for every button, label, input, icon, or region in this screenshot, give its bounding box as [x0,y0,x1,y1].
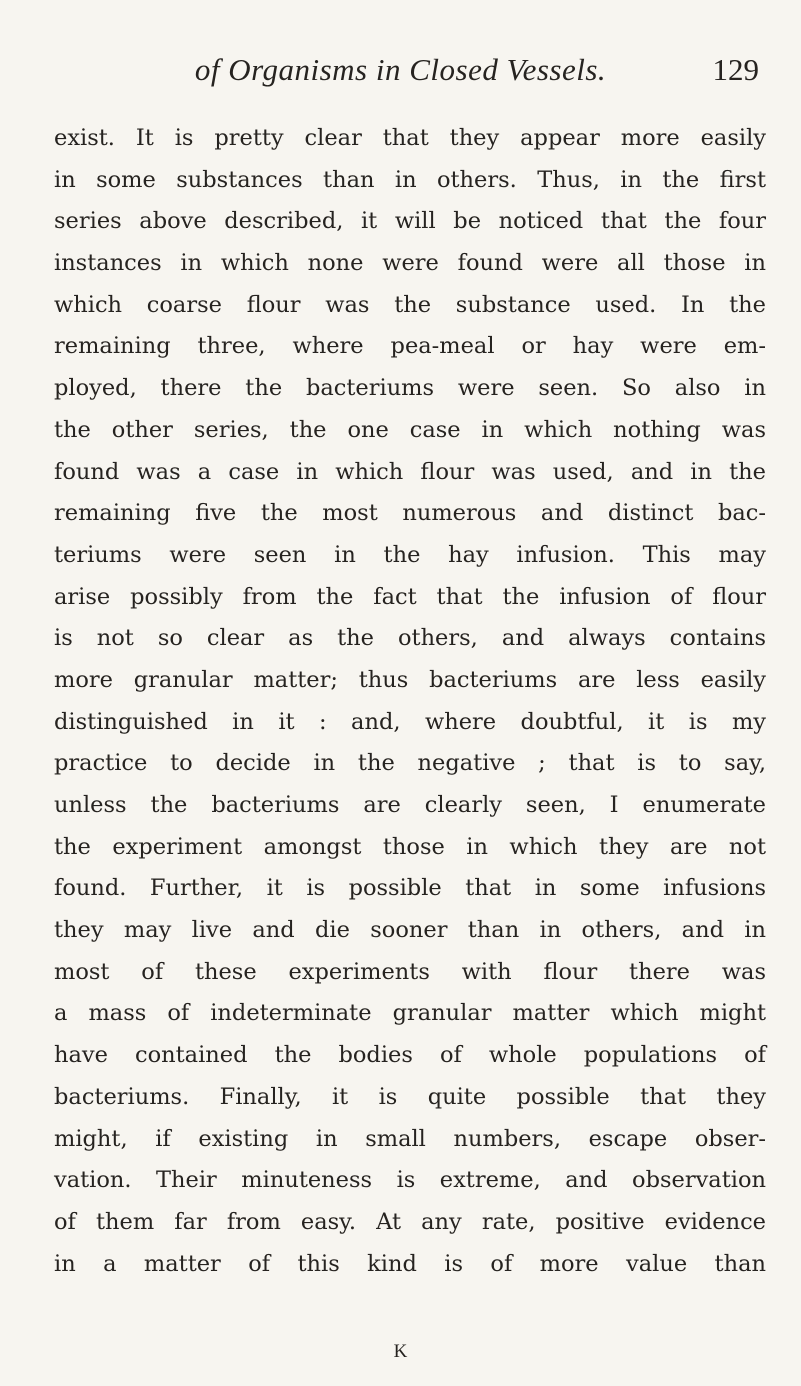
text-line: of them far from easy. At any rate, positive evidence [54,1208,766,1235]
text-line: they may live and die sooner than in others, and in [54,917,766,944]
text-line: distinguished in it : and, where doubtful, it is my [54,708,766,735]
text-line: found. Further, it is possible that in some infusions [54,875,766,902]
text-line: arise possibly from the fact that the infusion of flour [54,583,766,610]
text-line: ployed, there the bacteriums were seen. So also in [54,375,766,402]
text-line: instances in which none were found were all those in [54,250,766,277]
text-line: remaining three, where pea-meal or hay were em- [54,333,766,360]
running-title-text: of Organisms in Closed Vessels. [194,52,607,87]
text-line: vation. Their minuteness is extreme, and observation [54,1167,766,1194]
body-text [54,118,766,1285]
signature-mark: K [393,1341,408,1362]
text-line: remaining five the most numerous and distinct bac- [54,500,766,527]
page-number: 129 [712,52,759,87]
text-line: have contained the bodies of whole populations of [54,1042,766,1069]
text-line: a mass of indeterminate granular matter which might [54,1000,766,1027]
text-line: more granular matter; thus bacteriums are less easily [54,666,766,693]
text-line: which coarse flour was the substance used. In the [54,291,766,318]
text-line: most of these experiments with flour there was [54,958,766,985]
text-line: might, if existing in small numbers, escape obser- [54,1125,766,1152]
text-line: in some substances than in others. Thus, in the first [54,166,766,193]
text-line: bacteriums. Finally, it is quite possible that they [54,1083,766,1110]
text-line: in a matter of this kind is of more value than [54,1250,766,1277]
text-line: the experiment amongst those in which they are not [54,833,766,860]
running-title [0,50,801,90]
text-line: exist. It is pretty clear that they appear more easily [54,125,766,151]
text-line: unless the bacteriums are clearly seen, I enumerate [54,792,766,818]
text-line: the other series, the one case in which nothing was [54,416,766,443]
text-line: practice to decide in the negative ; that is to say, [54,750,766,777]
text-line: teriums were seen in the hay infusion. This may [54,541,766,568]
text-line: is not so clear as the others, and always contains [54,625,766,652]
text-line: series above described, it will be noticed that the four [54,208,766,235]
text-line: found was a case in which flour was used, and in the [54,458,766,485]
